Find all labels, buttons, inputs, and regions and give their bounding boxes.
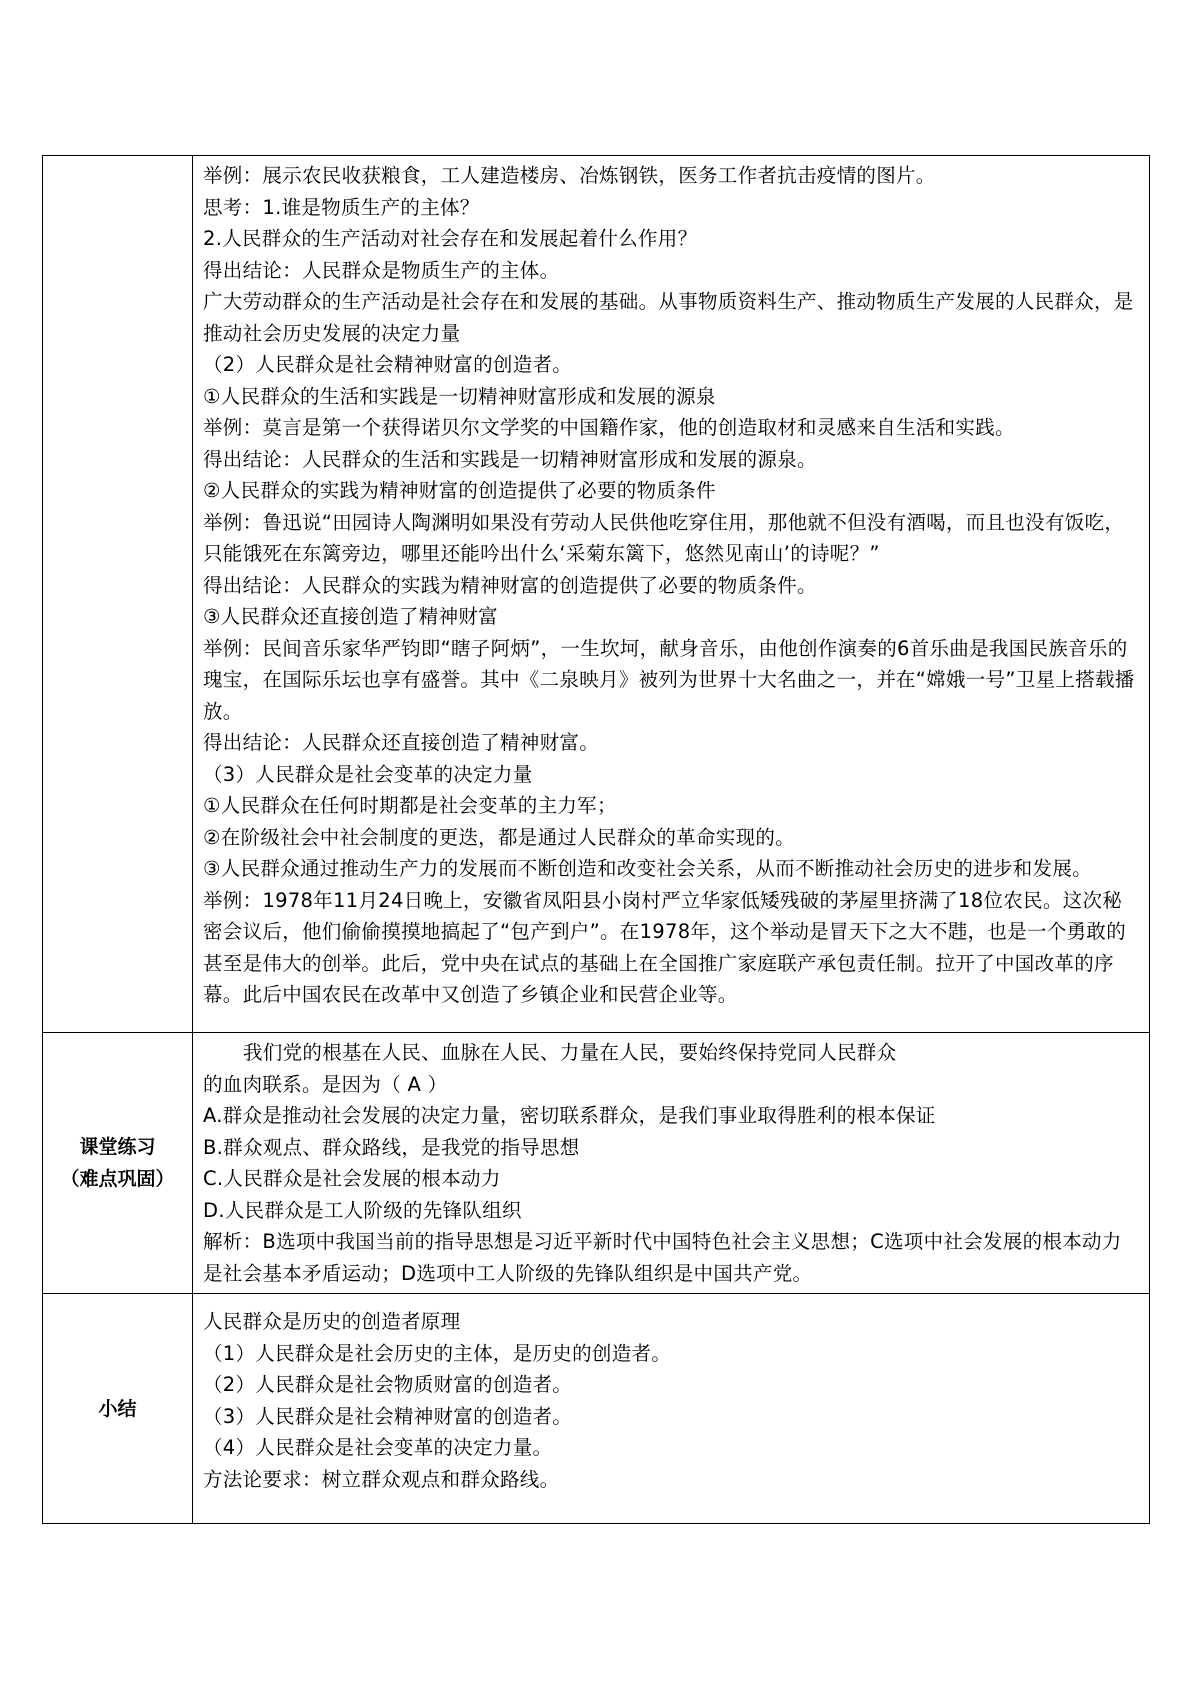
row-label-empty: [43, 156, 193, 1033]
content-line: （3）人民群众是社会变革的决定力量: [203, 762, 533, 786]
content-line: 广大劳动群众的生产活动是社会存在和发展的基础。从事物质资料生产、推动物质生产发展的人民群众，是推动社会历史发展的决定力量: [203, 290, 1134, 345]
summary-line: 人民群众是历史的创造者原理: [203, 1310, 461, 1333]
content-line: 2.人民群众的生产活动对社会存在和发展起着什么作用？: [203, 227, 698, 250]
question-stem-continued: 的血肉联系。是因为（ A ）: [203, 1072, 448, 1096]
label-practice-title: 课堂练习: [79, 1136, 156, 1158]
analysis-text: 解析：B选项中我国当前的指导思想是习近平新时代中国特色社会主义思想；C选项中社会发展的根本动力是社会基本矛盾运动；D选项中工人阶级的先锋队组织是中国共产党。: [203, 1230, 1122, 1285]
teaching-content-cell: [193, 156, 1150, 1033]
content-line: 得出结论：人民群众是物质生产的主体。: [203, 258, 560, 282]
content-line: 得出结论：人民群众的生活和实践是一切精神财富形成和发展的源泉。: [203, 447, 817, 471]
option-a: A.群众是推动社会发展的决定力量，密切联系群众，是我们事业取得胜利的根本保证: [203, 1104, 936, 1127]
content-line: ①人民群众在任何时期都是社会变革的主力军；: [203, 794, 617, 817]
practice-content-cell: [193, 1033, 1150, 1294]
option-d: D.人民群众是工人阶级的先锋队组织: [203, 1198, 522, 1222]
content-line: ②人民群众的实践为精神财富的创造提供了必要的物质条件: [203, 479, 716, 502]
lesson-table: [42, 155, 1150, 1524]
content-line: 举例：鲁迅说“田园诗人陶渊明如果没有劳动人民供他吃穿住用，那他就不但没有酒喝，而且也没有饭吃，只能饿死在东篱旁边，哪里还能吟出什么‘采菊东篱下，悠然见南山’的诗呢？”: [203, 510, 1125, 565]
row-label-summary: 小结: [43, 1294, 193, 1524]
summary-line: 方法论要求：树立群众观点和群众路线。: [203, 1467, 560, 1491]
option-c: C.人民群众是社会发展的根本动力: [203, 1167, 501, 1190]
content-line: ③人民群众还直接创造了精神财富: [203, 605, 498, 628]
content-line: 得出结论：人民群众还直接创造了精神财富。: [203, 731, 600, 754]
question-stem: 我们党的根基在人民、血脉在人民、力量在人民，要始终保持党同人民群众: [243, 1041, 897, 1064]
summary-line: （3）人民群众是社会精神财富的创造者。: [203, 1404, 573, 1428]
content-line: 得出结论：人民群众的实践为精神财富的创造提供了必要的物质条件。: [203, 573, 817, 597]
summary-content-cell: [193, 1294, 1150, 1524]
content-line: 思考：1.谁是物质生产的主体？: [203, 195, 480, 219]
summary-line: （1）人民群众是社会历史的主体，是历史的创造者。: [203, 1341, 672, 1365]
content-line: ③人民群众通过推动生产力的发展而不断创造和改变社会关系，从而不断推动社会历史的进步和发展。: [203, 857, 1092, 880]
content-line: 举例：民间音乐家华严钧即“瞎子阿炳”，一生坎坷，献身音乐，由他创作演奏的6首乐曲是我国民族音乐的瑰宝，在国际乐坛也享有盛誉。其中《二泉映月》被列为世界十大名曲之一，并在“嫦娥一号”卫星上搭载播放。: [203, 636, 1135, 723]
option-b: B.群众观点、群众路线，是我党的指导思想: [203, 1135, 580, 1159]
content-line: （2）人民群众是社会精神财富的创造者。: [203, 353, 573, 376]
table-row-classroom-practice: [43, 1033, 1150, 1294]
table-row-teaching-process: [43, 156, 1150, 1033]
table-row-summary: [43, 1294, 1150, 1524]
summary-line: （2）人民群众是社会物质财富的创造者。: [203, 1373, 573, 1396]
content-line: 举例：1978年11月24日晚上，安徽省凤阳县小岗村严立华家低矮残破的茅屋里挤满了18位农民。这次秘密会议后，他们偷偷摸摸地搞起了“包产到户”。在1978年，这个举动是冒天下之大不韪，也是一个勇敢的甚至是伟大的创举。此后，党中央在试点的基础上在全国推广家庭联产承包责任制。拉开了中国改革的序幕。此后中国农民在改革中又创造了乡镇企业和民营企业等。: [203, 888, 1127, 1006]
content-line: ①人民群众的生活和实践是一切精神财富形成和发展的源泉: [203, 384, 716, 408]
summary-line: （4）人民群众是社会变革的决定力量。: [203, 1436, 553, 1459]
row-label-practice: [43, 1033, 193, 1294]
content-line: ②在阶级社会中社会制度的更迭，都是通过人民群众的革命实现的。: [203, 825, 795, 849]
label-practice-subtitle: （难点巩固）: [60, 1168, 175, 1190]
content-line: 举例：展示农民收获粮食，工人建造楼房、冶炼钢铁，医务工作者抗击疫情的图片。: [203, 164, 936, 187]
content-line: 举例：莫言是第一个获得诺贝尔文学奖的中国籍作家，他的创造取材和灵感来自生活和实践。: [203, 416, 1015, 439]
